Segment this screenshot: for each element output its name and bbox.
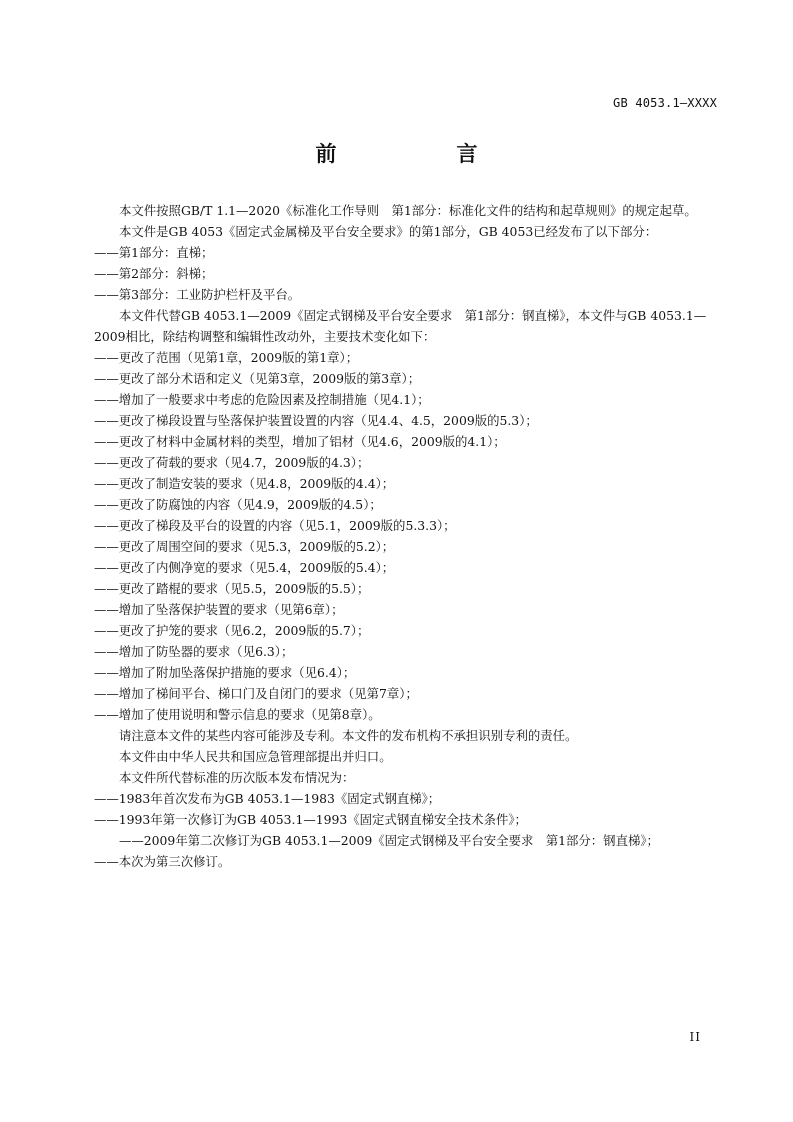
list-item: ——增加了一般要求中考虑的危险因素及控制措施（见4.1）；: [94, 392, 430, 407]
page-title: 前 言: [315, 142, 504, 166]
list-item: ——更改了材料中金属材料的类型，增加了铝材（见4.6，2009版的4.1）；: [94, 434, 506, 449]
list-item: ——更改了范围（见第1章，2009版的第1章）；: [94, 350, 359, 365]
paragraph: 本文件是GB 4053《固定式金属梯及平台安全要求》的第1部分，GB 4053已经发布了以下部分：: [119, 224, 658, 239]
list-item: ——增加了梯间平台、梯口门及自闭门的要求（见第7章）；: [94, 686, 418, 701]
list-item: ——更改了踏棍的要求（见5.5，2009版的5.5）；: [94, 581, 370, 596]
paragraph: 本文件由中华人民共和国应急管理部提出并归口。: [119, 749, 392, 764]
paragraph: 本文件所代替标准的历次版本发布情况为：: [119, 770, 355, 785]
paragraph: 本文件代替GB 4053.1—2009《固定式钢梯及平台安全要求 第1部分：钢直梯》，本文件与GB 4053.1—2009相比，除结构调整和编辑性改动外，主要技术变化如下：: [94, 308, 707, 344]
list-item: ——1993年第一次修订为GB 4053.1—1993《固定式钢直梯安全技术条件》；: [94, 812, 527, 827]
foreword-body: [94, 200, 718, 872]
list-item: ——更改了部分术语和定义（见第3章，2009版的第3章）；: [94, 371, 421, 386]
list-item: ——更改了梯段设置与坠落保护装置设置的内容（见4.4、4.5，2009版的5.3）；: [94, 413, 538, 428]
list-item: ——增加了防坠器的要求（见6.3）；: [94, 644, 294, 659]
list-item: ——1983年首次发布为GB 4053.1—1983《固定式钢直梯》；: [94, 791, 441, 806]
list-item: ——第2部分：斜梯；: [94, 266, 214, 281]
list-item: ——第3部分：工业防护栏杆及平台。: [94, 287, 301, 302]
list-item: ——本次为第三次修订。: [94, 854, 231, 869]
list-item: ——更改了护笼的要求（见6.2，2009版的5.7）；: [94, 623, 370, 638]
list-item: ——2009年第二次修订为GB 4053.1—2009《固定式钢梯及平台安全要求 第1部分：钢直梯》；: [119, 833, 659, 848]
list-item: ——更改了制造安装的要求（见4.8，2009版的4.4）；: [94, 476, 395, 491]
paragraph: 请注意本文件的某些内容可能涉及专利。本文件的发布机构不承担识别专利的责任。: [119, 728, 578, 743]
list-item: ——更改了周围空间的要求（见5.3，2009版的5.2）；: [94, 539, 395, 554]
list-item: ——增加了坠落保护装置的要求（见第6章）；: [94, 602, 344, 617]
list-item: ——更改了内侧净宽的要求（见5.4，2009版的5.4）；: [94, 560, 395, 575]
document-code: GB 4053.1—XXXX: [613, 96, 717, 110]
list-item: ——增加了使用说明和警示信息的要求（见第8章）。: [94, 707, 381, 722]
list-item: ——增加了附加坠落保护措施的要求（见6.4）；: [94, 665, 356, 680]
page-number: II: [689, 1030, 701, 1044]
list-item: ——更改了梯段及平台的设置的内容（见5.1，2009版的5.3.3）；: [94, 518, 456, 533]
list-item: ——更改了防腐蚀的内容（见4.9，2009版的4.5）；: [94, 497, 382, 512]
paragraph: 本文件按照GB/T 1.1—2020《标准化工作导则 第1部分：标准化文件的结构和起草规则》的规定起草。: [119, 203, 697, 218]
list-item: ——第1部分：直梯；: [94, 245, 214, 260]
list-item: ——更改了荷载的要求（见4.7，2009版的4.3）；: [94, 455, 370, 470]
